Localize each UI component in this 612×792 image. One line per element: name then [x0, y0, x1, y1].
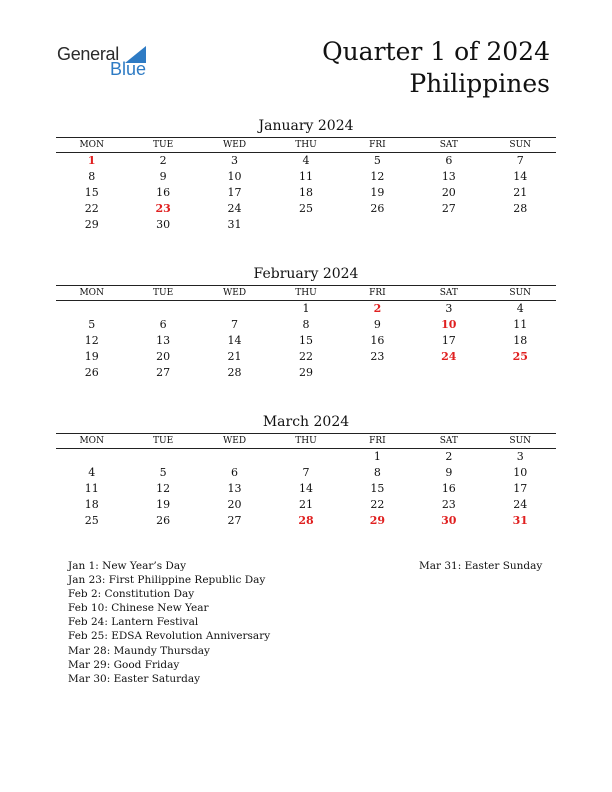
holiday-entry: Feb 10: Chinese New Year	[68, 602, 209, 615]
day-cell: 29	[298, 366, 313, 379]
weekday-label: SAT	[439, 436, 458, 446]
week-row	[56, 301, 556, 317]
day-cell: 14	[298, 482, 313, 495]
page-title	[322, 36, 550, 100]
day-cell: 16	[156, 186, 171, 199]
day-cell: 6	[445, 154, 453, 167]
day-cell: 8	[88, 170, 96, 183]
day-cell: 7	[516, 154, 524, 167]
day-cell: 9	[373, 318, 381, 331]
holiday-entry: Jan 23: First Philippine Republic Day	[68, 574, 266, 587]
day-cell: 9	[445, 466, 453, 479]
week-row	[56, 497, 556, 513]
week-row	[56, 217, 556, 233]
month-title: February 2024	[253, 266, 359, 282]
holiday-entry: Mar 28: Maundy Thursday	[68, 644, 210, 657]
day-cell: 22	[298, 350, 313, 363]
holiday-day-cell: 31	[512, 514, 528, 527]
day-cell: 8	[373, 466, 381, 479]
day-cell	[270, 217, 341, 233]
weekday-label: TUE	[153, 436, 174, 446]
week-row	[56, 333, 556, 349]
weekday-label: MON	[79, 288, 104, 298]
day-cell	[342, 365, 413, 381]
day-cell	[199, 449, 270, 465]
holiday-day-cell: 2	[373, 302, 382, 315]
holiday-day-cell: 28	[298, 514, 314, 527]
day-cell: 2	[159, 154, 167, 167]
holiday-day-cell: 25	[512, 350, 528, 363]
day-cell: 17	[227, 186, 242, 199]
day-cell: 1	[302, 302, 310, 315]
day-cell: 5	[159, 466, 167, 479]
holiday-day-cell: 1	[87, 154, 96, 167]
holiday-entry: Jan 1: New Year’s Day	[68, 560, 187, 572]
weekday-label: SUN	[509, 436, 532, 446]
weekday-header-row	[56, 433, 556, 449]
weekday-label: FRI	[369, 140, 386, 150]
week-row	[56, 449, 556, 465]
holiday-day-cell: 23	[155, 202, 171, 215]
day-cell: 18	[84, 498, 99, 511]
day-cell: 14	[513, 170, 528, 183]
weekday-header-row	[56, 137, 556, 153]
day-cell: 4	[516, 302, 524, 315]
day-cell: 3	[445, 302, 453, 315]
weekday-label: MON	[79, 140, 104, 150]
day-cell: 26	[156, 514, 171, 527]
weekday-label: SUN	[509, 288, 532, 298]
weekday-label: SUN	[509, 140, 532, 150]
day-cell: 17	[441, 334, 456, 347]
week-row	[56, 513, 556, 529]
holiday-entry: Feb 25: EDSA Revolution Anniversary	[68, 630, 271, 643]
day-cell: 28	[513, 202, 528, 215]
holiday-day-cell: 30	[441, 514, 457, 527]
holiday-entry: Mar 31: Easter Sunday	[419, 560, 543, 572]
day-cell: 10	[513, 466, 528, 479]
day-cell	[56, 449, 127, 465]
holiday-entry: Feb 24: Lantern Festival	[68, 616, 199, 629]
calendar-february	[56, 265, 556, 381]
weekday-label: FRI	[369, 288, 386, 298]
day-cell: 19	[156, 498, 171, 511]
day-cell	[270, 449, 341, 465]
weekday-label: WED	[223, 140, 247, 150]
day-cell	[56, 301, 127, 317]
title-country: Philippines	[409, 69, 550, 98]
day-cell: 22	[84, 202, 99, 215]
day-cell: 27	[156, 366, 171, 379]
weekday-label: FRI	[369, 436, 386, 446]
weekday-label: TUE	[153, 288, 174, 298]
holiday-list-left	[68, 559, 270, 686]
day-cell: 13	[441, 170, 456, 183]
day-cell: 28	[227, 366, 242, 379]
month-title: January 2024	[258, 118, 354, 134]
brand-word-blue: Blue	[110, 59, 147, 79]
week-row	[56, 349, 556, 365]
calendar-march	[56, 413, 556, 529]
day-cell	[342, 217, 413, 233]
day-cell	[127, 301, 198, 317]
day-cell: 7	[231, 318, 239, 331]
day-cell: 1	[373, 450, 381, 463]
day-cell: 21	[227, 350, 242, 363]
weekday-label: MON	[79, 436, 104, 446]
day-cell: 27	[227, 514, 242, 527]
weekday-label: WED	[223, 436, 247, 446]
week-row	[56, 317, 556, 333]
weekday-label: WED	[223, 288, 247, 298]
day-cell: 18	[298, 186, 313, 199]
week-row	[56, 465, 556, 481]
week-row	[56, 481, 556, 497]
day-cell: 7	[302, 466, 310, 479]
title-quarter: Quarter 1 of 2024	[322, 37, 550, 66]
week-row	[56, 365, 556, 381]
day-cell	[413, 365, 484, 381]
day-cell: 19	[84, 350, 99, 363]
holiday-day-cell: 29	[369, 514, 386, 527]
day-cell: 26	[370, 202, 385, 215]
day-cell: 15	[370, 482, 385, 495]
day-cell	[485, 365, 556, 381]
day-cell: 10	[227, 170, 242, 183]
day-cell: 3	[516, 450, 524, 463]
day-cell: 16	[370, 334, 385, 347]
weekday-label: SAT	[439, 288, 458, 298]
day-cell: 29	[84, 218, 99, 231]
weekday-label: TUE	[153, 140, 174, 150]
day-cell	[127, 449, 198, 465]
day-cell: 15	[298, 334, 313, 347]
weekday-label: SAT	[439, 140, 458, 150]
month-title: March 2024	[262, 414, 350, 430]
calendar-january	[56, 117, 556, 233]
weekday-label: THU	[295, 436, 317, 446]
day-cell: 30	[156, 218, 171, 231]
day-cell: 15	[84, 186, 99, 199]
day-cell: 13	[227, 482, 242, 495]
day-cell: 17	[513, 482, 528, 495]
day-cell: 25	[298, 202, 313, 215]
day-cell: 20	[227, 498, 242, 511]
day-cell: 22	[370, 498, 385, 511]
day-cell: 4	[88, 466, 96, 479]
day-cell: 11	[84, 482, 99, 495]
holiday-list-right	[419, 559, 542, 573]
holiday-entry: Mar 29: Good Friday	[68, 658, 180, 671]
week-row	[56, 153, 556, 169]
day-cell: 12	[370, 170, 385, 183]
day-cell: 21	[513, 186, 528, 199]
day-cell: 2	[445, 450, 453, 463]
day-cell: 3	[231, 154, 239, 167]
day-cell: 12	[156, 482, 171, 495]
day-cell	[199, 301, 270, 317]
day-cell: 13	[156, 334, 171, 347]
day-cell: 5	[373, 154, 381, 167]
day-cell: 6	[231, 466, 239, 479]
day-cell: 4	[302, 154, 310, 167]
day-cell: 11	[298, 170, 313, 183]
weekday-label: THU	[295, 140, 317, 150]
holiday-day-cell: 24	[441, 350, 457, 363]
holiday-day-cell: 10	[441, 318, 457, 331]
day-cell: 27	[441, 202, 456, 215]
day-cell: 9	[159, 170, 167, 183]
day-cell: 21	[298, 498, 313, 511]
weekday-header-row	[56, 285, 556, 301]
day-cell: 5	[88, 318, 96, 331]
brand-word-general: General	[57, 44, 119, 64]
day-cell: 20	[156, 350, 171, 363]
week-row	[56, 201, 556, 217]
day-cell: 20	[441, 186, 456, 199]
day-cell: 23	[441, 498, 456, 511]
day-cell	[485, 217, 556, 233]
day-cell: 19	[370, 186, 385, 199]
day-cell: 16	[441, 482, 456, 495]
day-cell: 8	[302, 318, 310, 331]
day-cell: 25	[84, 514, 99, 527]
day-cell: 24	[227, 202, 242, 215]
day-cell: 31	[227, 218, 242, 231]
weekday-label: THU	[295, 288, 317, 298]
week-row	[56, 169, 556, 185]
day-cell: 12	[84, 334, 99, 347]
day-cell: 14	[227, 334, 242, 347]
day-cell: 18	[513, 334, 528, 347]
day-cell	[413, 217, 484, 233]
day-cell: 26	[84, 366, 99, 379]
day-cell: 23	[370, 350, 385, 363]
week-row	[56, 185, 556, 201]
day-cell: 24	[513, 498, 528, 511]
day-cell: 11	[513, 318, 528, 331]
day-cell: 6	[159, 318, 167, 331]
holiday-entry: Feb 2: Constitution Day	[68, 588, 195, 601]
holiday-entry: Mar 30: Easter Saturday	[68, 672, 201, 685]
